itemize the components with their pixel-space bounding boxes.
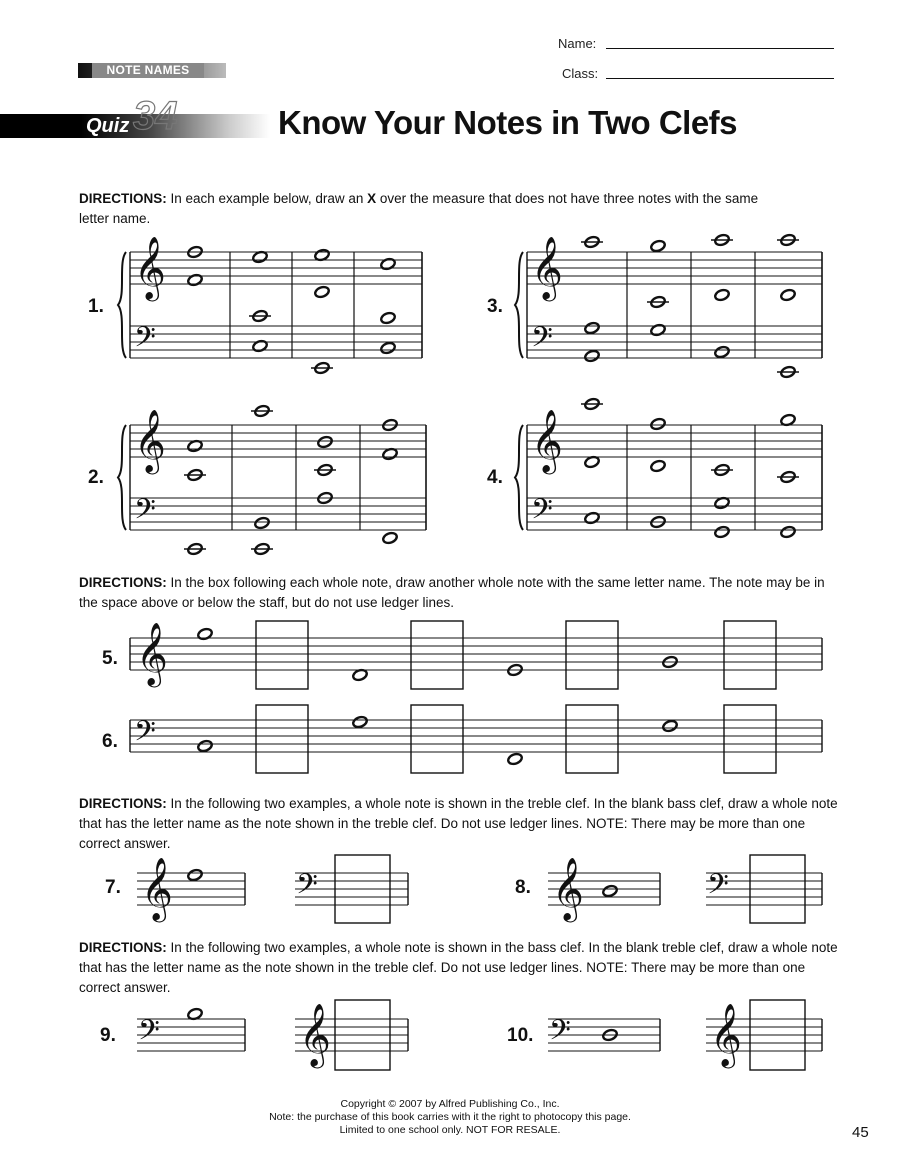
answer-box	[724, 705, 776, 773]
bass-clef: 𝄢	[134, 321, 156, 361]
bass-clef: 𝄢	[707, 868, 729, 908]
whole-note	[314, 285, 330, 298]
directions-2: DIRECTIONS: In the box following each whole note, draw another whole note with the same letter name. The note may be in the space above or below the staff, but do not use ledger lines.	[79, 575, 825, 610]
question-number: 2.	[88, 467, 104, 488]
quiz-word: Quiz	[86, 115, 130, 137]
treble-clef: 𝄞	[531, 409, 563, 472]
whole-note	[584, 511, 600, 524]
page-title: Know Your Notes in Two Clefs	[278, 104, 738, 141]
treble-clef: 𝄞	[531, 236, 563, 299]
treble-clef: 𝄞	[141, 857, 173, 920]
question-number: 7.	[105, 877, 121, 898]
brace	[515, 425, 523, 530]
treble-clef: 𝄞	[136, 622, 168, 685]
whole-note	[507, 752, 523, 765]
whole-note	[584, 349, 600, 362]
whole-note	[254, 516, 270, 529]
question-number: 9.	[100, 1025, 116, 1046]
whole-note	[714, 525, 730, 538]
bass-clef: 𝄢	[134, 715, 156, 755]
whole-note	[662, 719, 678, 732]
copyright-footer	[240, 1098, 660, 1137]
question-number: 8.	[515, 877, 531, 898]
answer-box	[256, 705, 308, 773]
answer-box	[411, 705, 463, 773]
whole-note	[780, 288, 796, 301]
whole-note	[352, 715, 368, 728]
footer-line: Note: the purchase of this book carries with it the right to photocopy this page.	[269, 1111, 631, 1123]
quiz-number: 34	[133, 94, 178, 138]
directions-1: DIRECTIONS: In each example below, draw an X over the measure that does not have three notes with the same letter name.	[79, 191, 759, 226]
whole-note	[187, 273, 203, 286]
question-number: 4.	[487, 467, 503, 488]
whole-note	[380, 341, 396, 354]
treble-clef: 𝄞	[552, 857, 584, 920]
brace	[118, 252, 126, 358]
whole-note	[252, 339, 268, 352]
whole-note	[197, 739, 213, 752]
treble-clef: 𝄞	[710, 1003, 742, 1066]
whole-note	[584, 321, 600, 334]
name-label: Name:	[558, 36, 597, 51]
whole-note	[650, 417, 666, 430]
answer-box	[411, 621, 463, 689]
bass-clef: 𝄢	[549, 1014, 571, 1054]
answer-box	[566, 621, 618, 689]
bass-clef: 𝄢	[138, 1014, 160, 1054]
whole-note	[187, 868, 203, 881]
brace	[118, 425, 126, 530]
directions-3: DIRECTIONS: In the following two examples, a whole note is shown in the treble clef. In the blank bass clef, draw a whole note that has the letter name as the note shown in the treble clef. Do not use ledger lines. NOTE: There may be more than one correct answer.	[79, 796, 838, 851]
treble-clef: 𝄞	[299, 1003, 331, 1066]
whole-note	[714, 345, 730, 358]
treble-clef: 𝄞	[134, 236, 166, 299]
whole-note	[780, 525, 796, 538]
footer-line: Copyright © 2007 by Alfred Publishing Co., Inc.	[340, 1098, 560, 1110]
question-number: 5.	[102, 648, 118, 669]
directions-4: DIRECTIONS: In the following two examples, a whole note is shown in the bass clef. In the blank treble clef, draw a whole note that has the letter name as the note shown in the treble clef. Do not use ledger lines. NOTE: There may be more than one correct answer.	[79, 940, 838, 995]
class-label: Class:	[562, 66, 599, 81]
answer-box	[256, 621, 308, 689]
whole-note	[197, 627, 213, 640]
section-tag-label: NOTE NAMES	[92, 63, 204, 78]
page-number: 45	[852, 1124, 869, 1141]
whole-note	[650, 323, 666, 336]
question-number: 3.	[487, 296, 503, 317]
brace	[515, 252, 523, 358]
bass-clef: 𝄢	[134, 493, 156, 533]
question-number: 1.	[88, 296, 104, 317]
whole-note	[317, 435, 333, 448]
whole-note	[380, 311, 396, 324]
whole-note	[650, 459, 666, 472]
bass-clef: 𝄢	[531, 321, 553, 361]
bass-clef: 𝄢	[531, 493, 553, 533]
footer-line: Limited to one school only. NOT FOR RESALE.	[339, 1124, 561, 1136]
whole-note	[602, 884, 618, 897]
question-number: 6.	[102, 731, 118, 752]
whole-note	[382, 531, 398, 544]
answer-box	[566, 705, 618, 773]
bass-clef: 𝄢	[296, 868, 318, 908]
whole-note	[714, 288, 730, 301]
treble-clef: 𝄞	[134, 409, 166, 472]
question-number: 10.	[507, 1025, 534, 1046]
whole-note	[380, 257, 396, 270]
whole-note	[650, 239, 666, 252]
answer-box	[724, 621, 776, 689]
